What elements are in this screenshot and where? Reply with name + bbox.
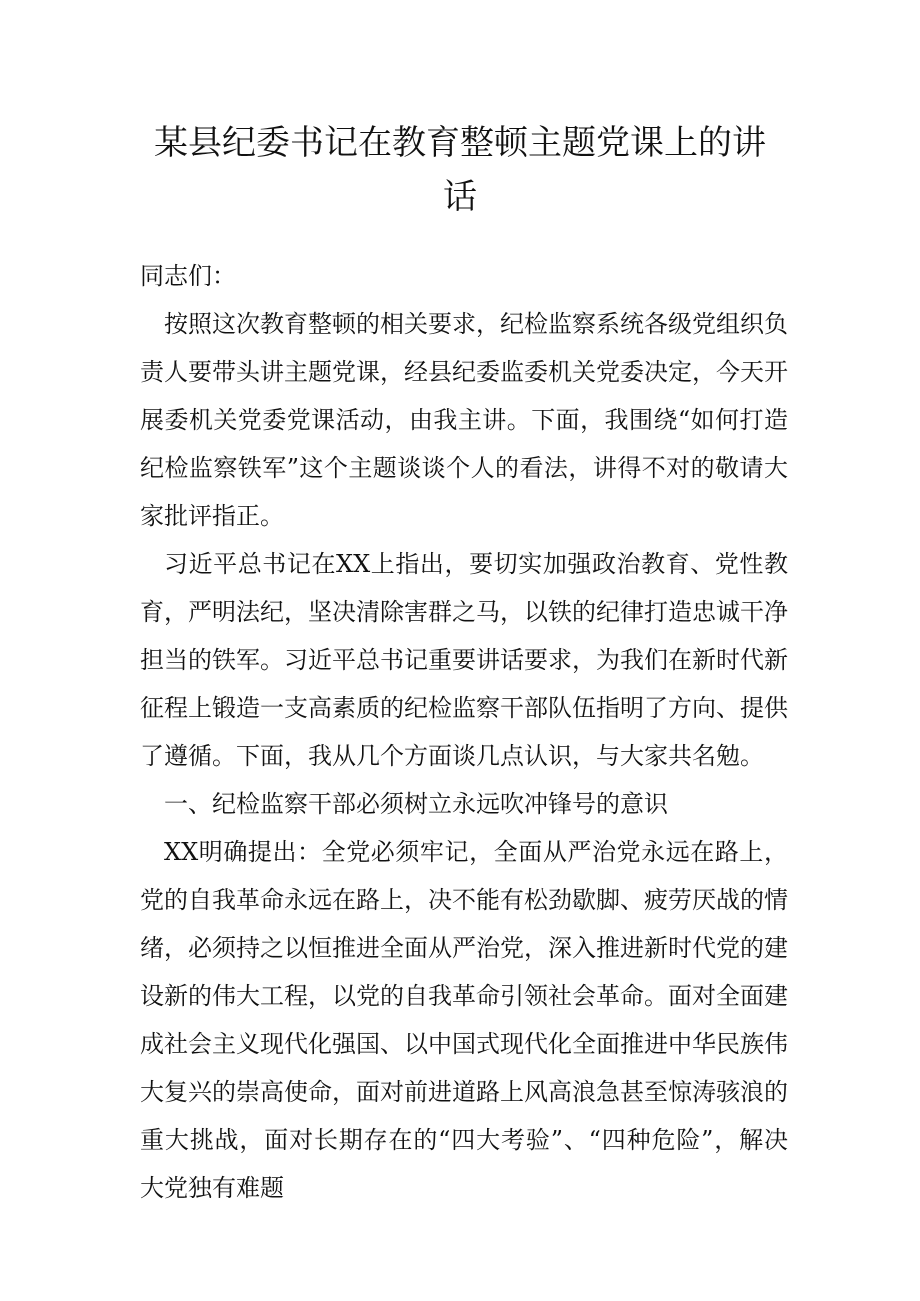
salutation: 同志们： (140, 262, 236, 290)
document-title (138, 116, 782, 224)
paragraph-section-1: XX明确提出：全党必须牢记，全面从严治党永远在路上，党的自我革命永远在路上，决不能有松劲歇脚、疲劳厌战的情绪，必须持之以恒推进全面从严治党，深入推进新时代党的建设新的伟大工程，以党的自我革命引领社会革命。面对全面建成社会主义现代化强国、以中国式现代化全面推进中华民族伟大复兴的崇高使命，面对前进道路上风高浪急甚至惊涛骇浪的重大挑战，面对长期存在的“四大考验”、“四种危险”，解决大党独有难题 (140, 838, 788, 1202)
section-heading: 一、纪检监察干部必须树立永远吹冲锋号的意识 (164, 790, 668, 818)
document-body (140, 252, 788, 1212)
paragraph-quote: 习近平总书记在XX上指出，要切实加强政治教育、党性教育，严明法纪，坚决清除害群之马，以铁的纪律打造忠诚干净担当的铁军。习近平总书记重要讲话要求，为我们在新时代新征程上锻造一支高素质的纪检监察干部队伍指明了方向、提供了遵循。下面，我从几个方面谈几点认识，与大家共名勉。 (140, 550, 788, 770)
paragraph-intro: 按照这次教育整顿的相关要求，纪检监察系统各级党组织负责人要带头讲主题党课，经县纪委监委机关党委决定，今天开展委机关党委党课活动，由我主讲。下面，我围绕“如何打造纪检监察铁军”这个主题谈谈个人的看法，讲得不对的敬请大家批评指正。 (140, 310, 788, 530)
title-line-2: 话 (443, 177, 477, 217)
title-line-1: 某县纪委书记在教育整顿主题党课上的讲 (154, 123, 766, 163)
